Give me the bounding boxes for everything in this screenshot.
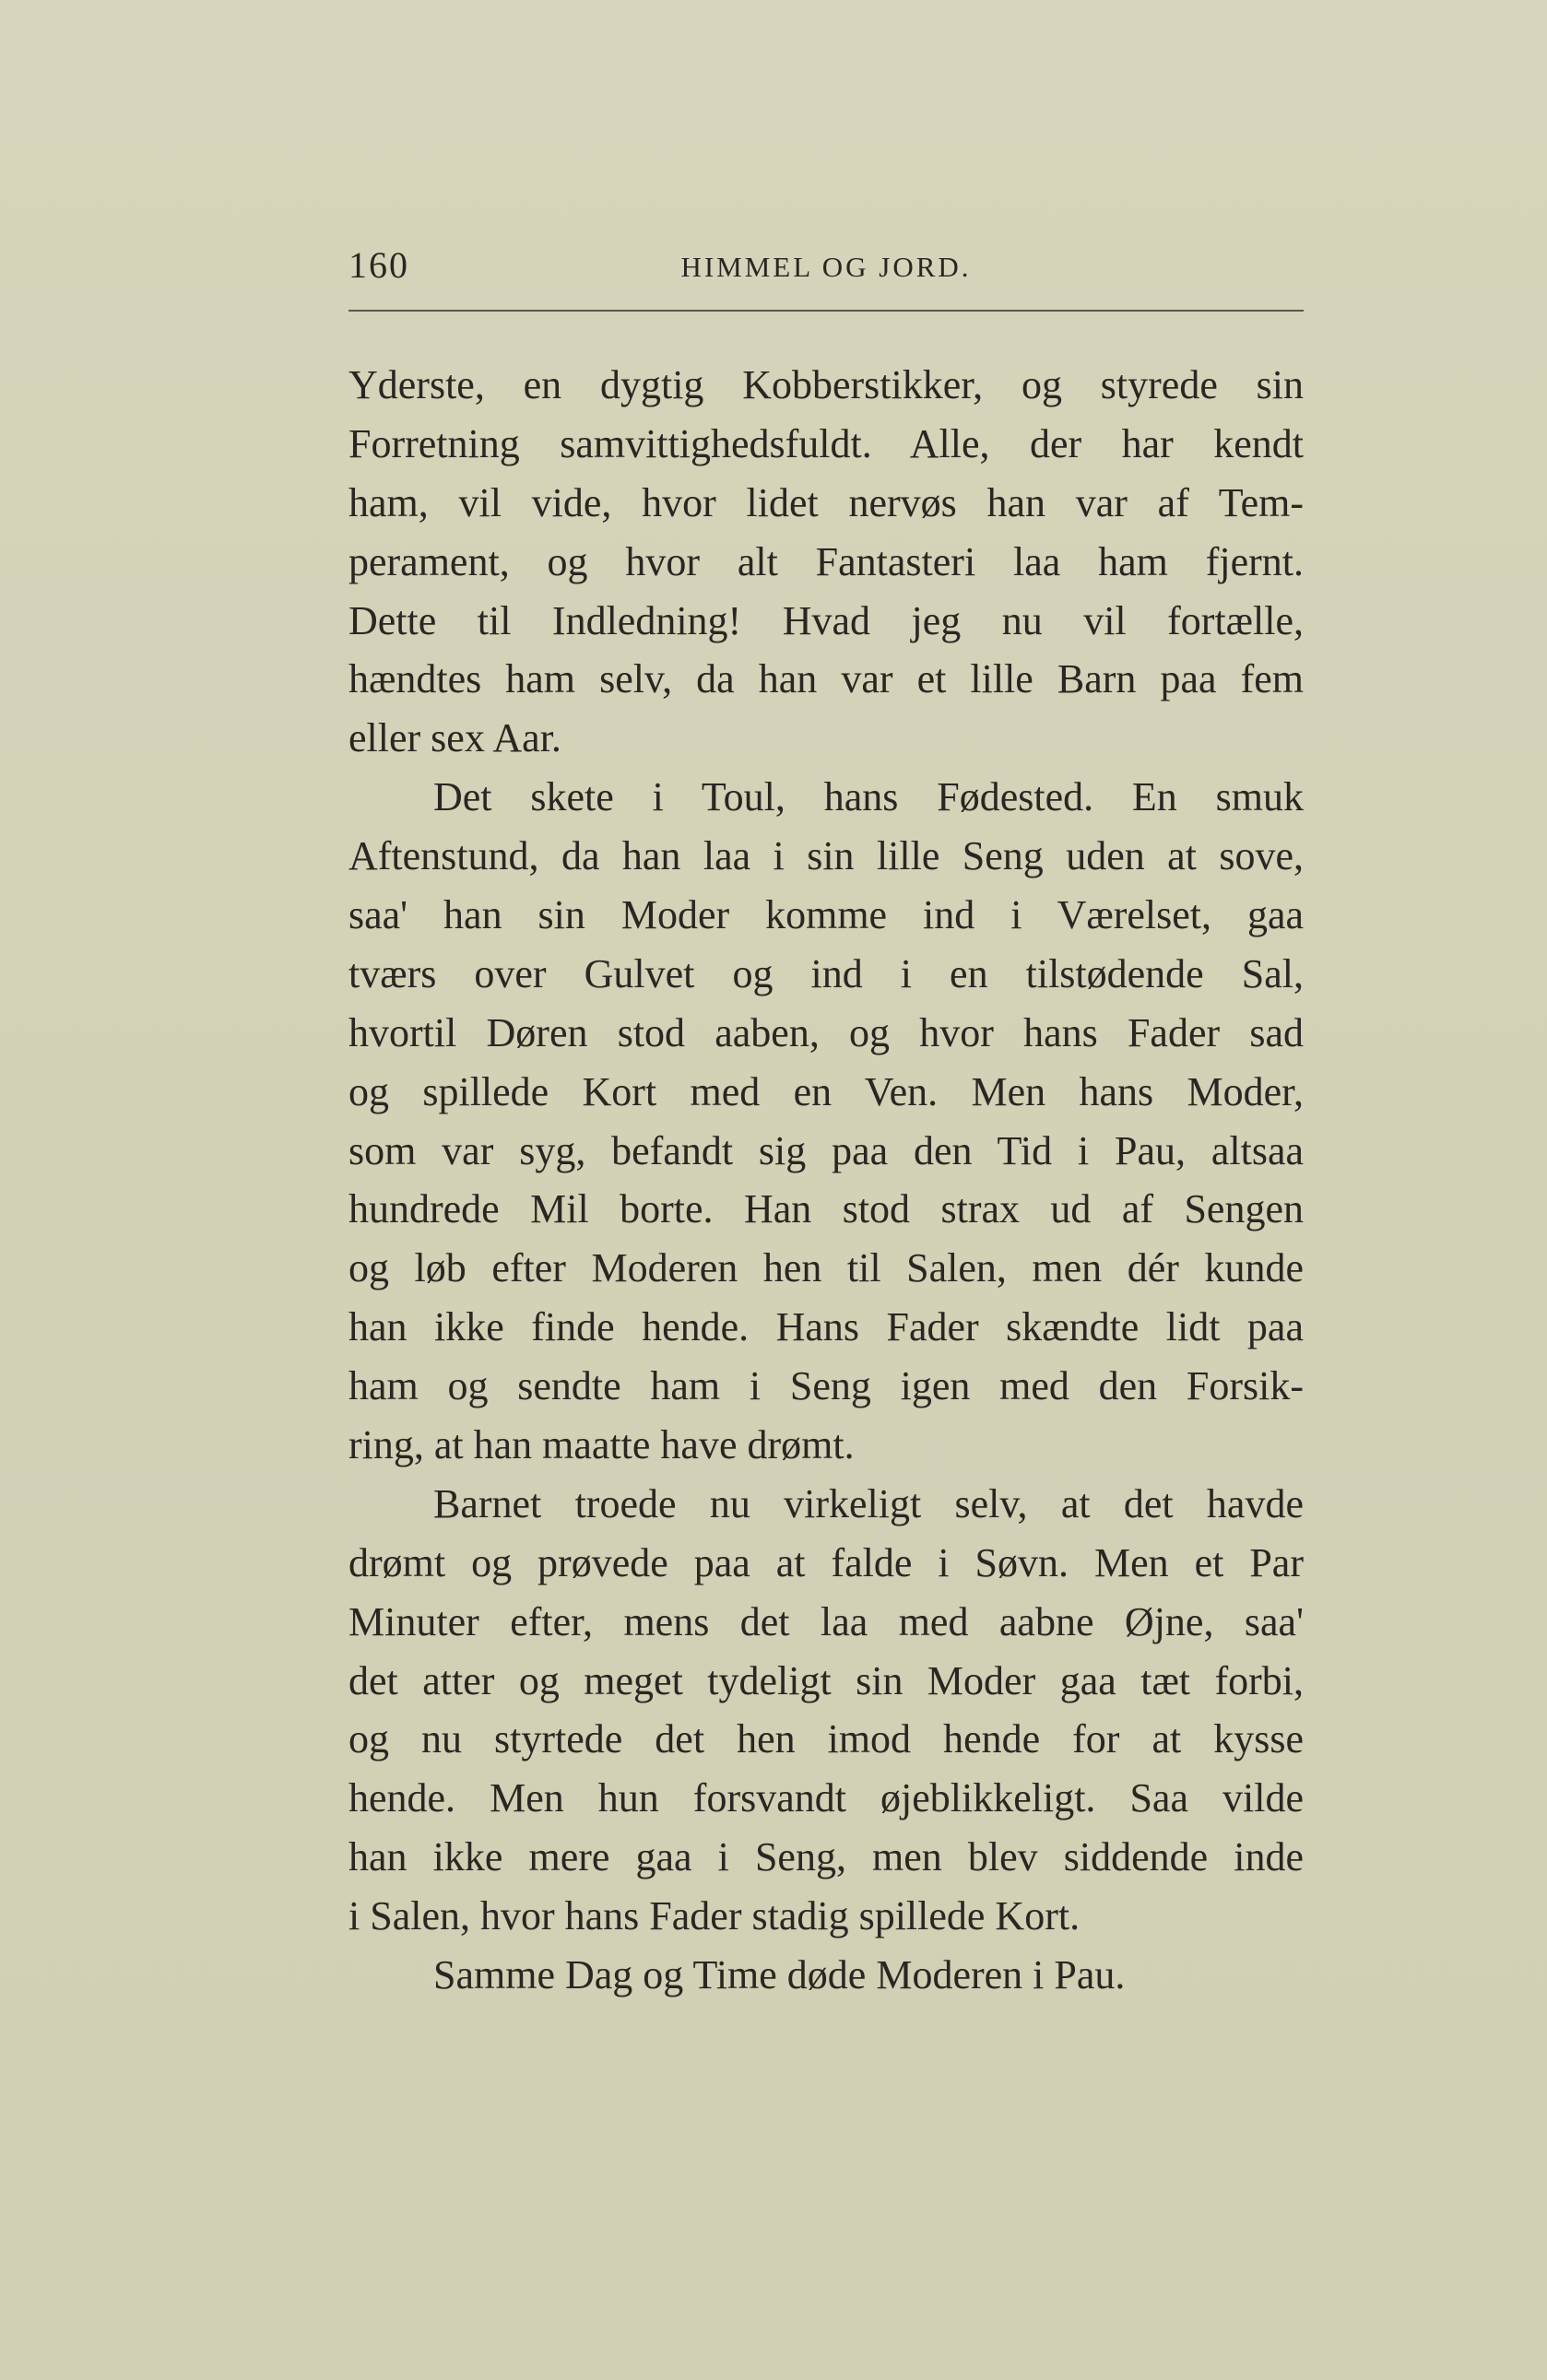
text-line: som var syg, befandt sig paa den Tid i Pau, altsaa: [348, 1127, 1304, 1173]
text-line: og nu styrtede det hen imod hende for at kysse: [348, 1716, 1304, 1762]
text-line: hende. Men hun forsvandt øjeblikkeligt. Saa vilde: [348, 1775, 1304, 1821]
text-line: Yderste, en dygtig Kobberstikker, og styrede sin: [348, 362, 1304, 407]
text-line: han ikke mere gaa i Seng, men blev siddende inde: [348, 1834, 1304, 1880]
body-text: [348, 356, 1304, 2005]
page-header: [348, 238, 1304, 293]
text-line: eller sex Aar.: [348, 715, 561, 761]
header-rule: [348, 310, 1304, 312]
text-line: Barnet troede nu virkeligt selv, at det havde: [433, 1480, 1304, 1526]
text-line: hundrede Mil borte. Han stod strax ud af Sengen: [348, 1186, 1304, 1232]
text-line: Samme Dag og Time døde Moderen i Pau.: [433, 1952, 1126, 1998]
text-line: Dette til Indledning! Hvad jeg nu vil fortælle,: [348, 597, 1304, 643]
text-line: tværs over Gulvet og ind i en tilstødende Sal,: [348, 950, 1304, 996]
text-line: i Salen, hvor hans Fader stadig spillede Kort.: [348, 1893, 1081, 1939]
text-line: hændtes ham selv, da han var et lille Barn paa fem: [348, 656, 1304, 702]
text-line: og spillede Kort med en Ven. Men hans Moder,: [348, 1068, 1304, 1114]
running-title: HIMMEL OG JORD.: [680, 251, 972, 283]
text-line: Aftenstund, da han laa i sin lille Seng uden at sove,: [348, 833, 1304, 879]
page-number: 160: [348, 244, 409, 286]
text-line: Det skete i Toul, hans Fødested. En smuk: [433, 774, 1304, 820]
text-line: ham, vil vide, hvor lidet nervøs han var af Tem-: [348, 479, 1304, 525]
text-line: han ikke finde hende. Hans Fader skændte lidt paa: [348, 1304, 1304, 1350]
text-line: perament, og hvor alt Fantasteri laa ham fjernt.: [348, 538, 1304, 584]
text-line: Forretning samvittighedsfuldt. Alle, der har kendt: [348, 420, 1304, 466]
text-line: ring, at han maatte have drømt.: [348, 1422, 855, 1468]
text-line: ham og sendte ham i Seng igen med den Forsik-: [348, 1363, 1304, 1409]
text-line: drømt og prøvede paa at falde i Søvn. Men et Par: [348, 1539, 1304, 1585]
text-line: saa' han sin Moder komme ind i Værelset, gaa: [348, 892, 1304, 938]
text-line: Minuter efter, mens det laa med aabne Øjne, saa': [348, 1598, 1304, 1644]
text-line: og løb efter Moderen hen til Salen, men dér kunde: [348, 1245, 1304, 1291]
text-line: hvortil Døren stod aaben, og hvor hans Fader sad: [348, 1009, 1304, 1055]
text-line: det atter og meget tydeligt sin Moder gaa tæt forbi,: [348, 1657, 1304, 1703]
